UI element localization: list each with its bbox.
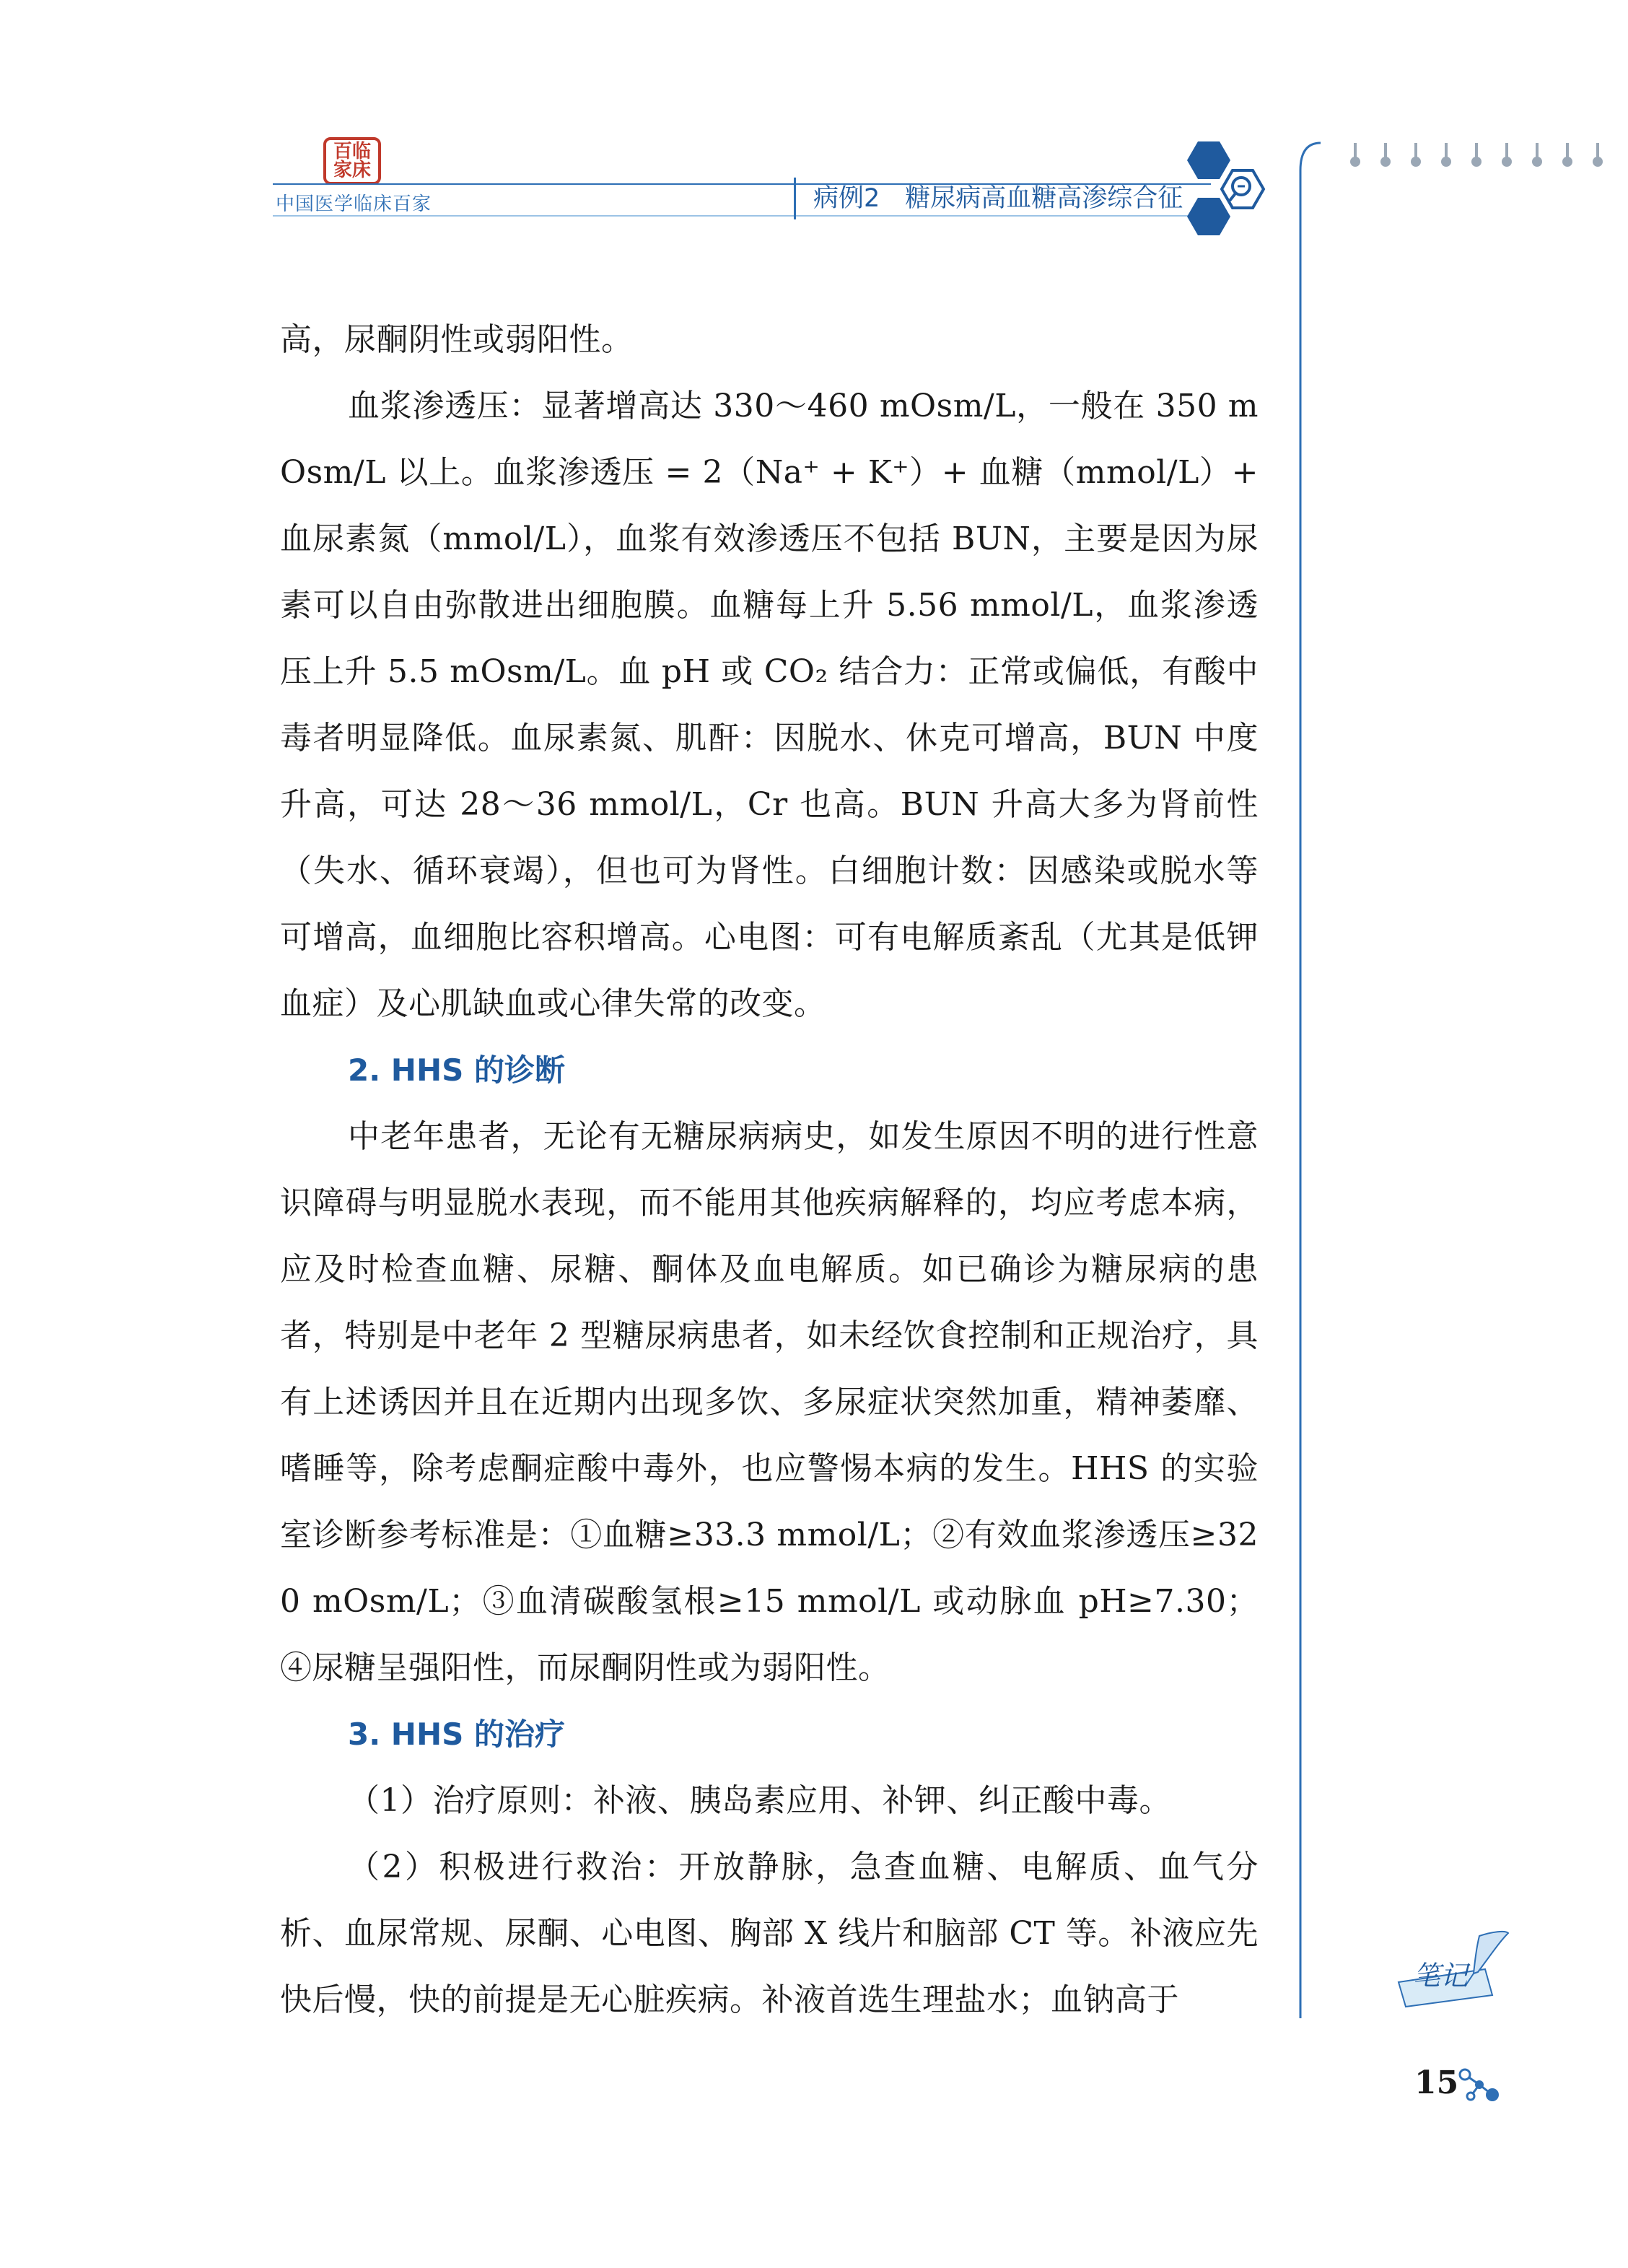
paragraph-1: 高，尿酮阴性或弱阳性。 xyxy=(280,321,634,358)
page-header xyxy=(0,0,1628,260)
notes-quill-icon xyxy=(1384,1926,1514,2012)
binder-rings-icon xyxy=(1349,141,1616,170)
notes-label: 笔记 xyxy=(1413,1960,1469,1992)
paragraph-2: 血浆渗透压：显著增高达 330～460 mOsm/L，一般在 350 mOsm/L 以上。血浆渗透压 = 2（Na⁺ + K⁺）+ 血糖（mmol/L）+ 血尿素氮（mmol/L），血浆有效渗透压不包括 BUN，主要是因为尿素可以自由弥散进出细胞膜。血糖每上升 5.56 mmol/L，血浆渗透压上升 5.5 mOsm/L。血 pH 或 CO₂ 结合力：正常或偏低，有酸中毒者明显降低。血尿素氮、肌酐：因脱水、休克可增高，BUN 中度升高，可达 28～36 mmol/L，Cr 也高。BUN 升高大多为肾前性（失水、循环衰竭），但也可为肾性。白细胞计数：因感染或脱水等可增高，血细胞比容积增高。心电图：可有电解质紊乱（尤其是低钾血症）及心肌缺血或心律失常的改变。 xyxy=(280,388,1259,1022)
paragraph-4: （1）治疗原则：补液、胰岛素应用、补钾、纠正酸中毒。 xyxy=(348,1782,1171,1819)
chapter-title: 病例2 糖尿病高血糖高渗综合征 xyxy=(794,178,1198,219)
page-number: 15 xyxy=(1414,2064,1459,2101)
hexagon-magnifier-icon xyxy=(1169,134,1270,243)
paragraph-5: （2）积极进行救治：开放静脉，急查血糖、电解质、血气分析、血尿常规、尿酮、心电图、胸部 X 线片和脑部 CT 等。补液应先快后慢，快的前提是无心脏疾病。补液首选生理盐水；血钠高于 xyxy=(280,1849,1259,2018)
notes-margin-rule xyxy=(1286,141,1322,2018)
section-heading-diagnosis: 2. HHS 的诊断 xyxy=(348,1052,565,1088)
main-content xyxy=(280,307,1259,2033)
brand-name: 中国医学临床百家 xyxy=(276,193,432,215)
molecule-icon xyxy=(1455,2063,1505,2106)
section-heading-treatment: 3. HHS 的治疗 xyxy=(348,1717,565,1752)
paragraph-3: 中老年患者，无论有无糖尿病病史，如发生原因不明的进行性意识障碍与明显脱水表现，而不能用其他疾病解释的，均应考虑本病，应及时检查血糖、尿糖、酮体及血电解质。如已确诊为糖尿病的患者，特别是中老年 2 型糖尿病患者，如未经饮食控制和正规治疗，具有上述诱因并且在近期内出现多饮、多尿症状突然加重，精神萎靡、嗜睡等，除考虑酮症酸中毒外，也应警惕本病的发生。HHS 的实验室诊断参考标准是：①血糖≥33.3 mmol/L；②有效血浆渗透压≥320 mOsm/L；③血清碳酸氢根≥15 mmol/L 或动脉血 pH≥7.30；④尿糖呈强阳性，而尿酮阴性或为弱阳性。 xyxy=(280,1118,1259,1686)
seal-logo-icon: 百临 家床 xyxy=(323,137,381,185)
